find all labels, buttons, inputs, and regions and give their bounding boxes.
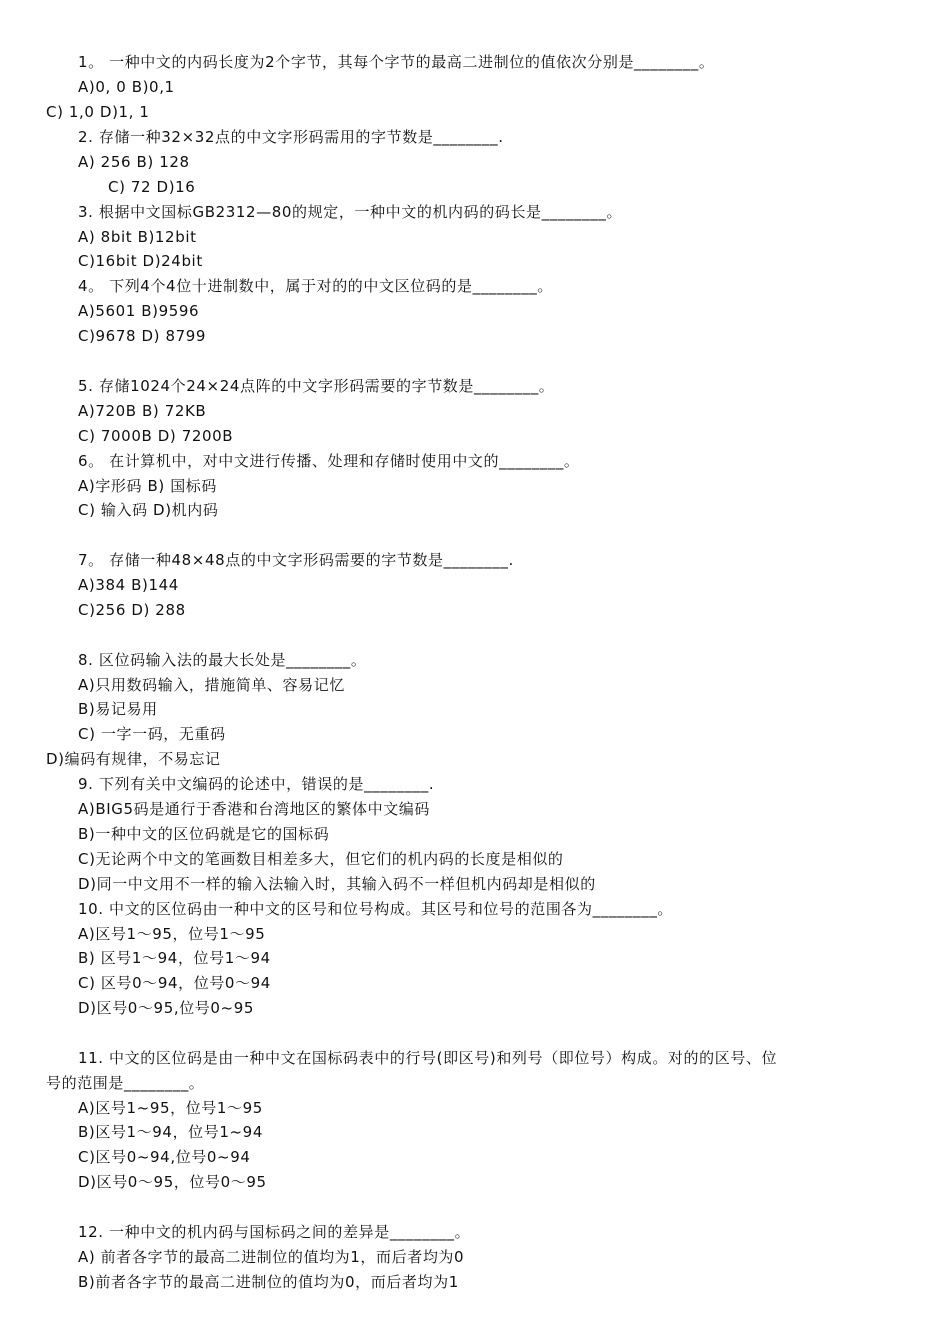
question-7-stem: 7。 存储一种48×48点的中文字形码需要的字节数是________. bbox=[78, 551, 514, 569]
question-3-options-cd: C)16bit D)24bit bbox=[78, 252, 203, 270]
question-10-stem: 10. 中文的区位码由一种中文的区号和位号构成。其区号和位号的范围各为________。 bbox=[78, 900, 674, 918]
question-8-option-c: C) 一字一码，无重码 bbox=[78, 725, 226, 743]
question-7-options-cd: C)256 D) 288 bbox=[78, 601, 186, 619]
question-6-options-cd: C) 输入码 D)机内码 bbox=[78, 501, 219, 519]
question-1-options-ab: A)0, 0 B)0,1 bbox=[78, 78, 175, 96]
question-9-option-d: D)同一中文用不一样的输入法输入时，其输入码不一样但机内码却是相似的 bbox=[78, 875, 596, 893]
question-9-option-b: B)一种中文的区位码就是它的国标码 bbox=[78, 825, 330, 843]
question-10-option-b: B) 区号1～94，位号1～94 bbox=[78, 949, 271, 967]
question-5-options-cd: C) 7000B D) 7200B bbox=[78, 427, 234, 445]
question-2-stem: 2. 存储一种32×32点的中文字形码需用的字节数是________. bbox=[78, 128, 504, 146]
question-8-option-a: A)只用数码输入，措施简单、容易记忆 bbox=[78, 676, 345, 694]
question-4-options-cd: C)9678 D) 8799 bbox=[78, 327, 207, 345]
question-1-options-cd: C) 1,0 D)1, 1 bbox=[46, 103, 150, 121]
question-12-option-b: B)前者各字节的最高二进制位的值均为0，而后者均为1 bbox=[78, 1273, 459, 1291]
question-6-options-ab: A)字形码 B) 国标码 bbox=[78, 477, 217, 495]
question-1-stem: 1。 一种中文的内码长度为2个字节，其每个字节的最高二进制位的值依次分别是________。 bbox=[78, 53, 715, 71]
question-10-option-a: A)区号1～95，位号1～95 bbox=[78, 925, 266, 943]
question-11-option-d: D)区号0～95，位号0～95 bbox=[78, 1173, 267, 1191]
question-2-options-cd: C) 72 D)16 bbox=[108, 178, 196, 196]
question-8-option-d: D)编码有规律，不易忘记 bbox=[46, 750, 221, 768]
question-9-stem: 9. 下列有关中文编码的论述中，错误的是________. bbox=[78, 775, 435, 793]
question-11-option-c: C)区号0~94,位号0~94 bbox=[78, 1148, 251, 1166]
question-3-options-ab: A) 8bit B)12bit bbox=[78, 228, 197, 246]
question-4-stem: 4。 下列4个4位十进制数中，属于对的的中文区位码的是________。 bbox=[78, 277, 554, 295]
question-4-options-ab: A)5601 B)9596 bbox=[78, 302, 200, 320]
question-10-option-d: D)区号0～95,位号0~95 bbox=[78, 999, 254, 1017]
question-12-stem: 12. 一种中文的机内码与国标码之间的差异是________。 bbox=[78, 1223, 471, 1241]
question-2-options-ab: A) 256 B) 128 bbox=[78, 153, 190, 171]
question-7-options-ab: A)384 B)144 bbox=[78, 576, 179, 594]
question-5-options-ab: A)720B B) 72KB bbox=[78, 402, 207, 420]
question-11-option-a: A)区号1~95，位号1～95 bbox=[78, 1099, 263, 1117]
question-3-stem: 3. 根据中文国标GB2312—80的规定，一种中文的机内码的码长是________。 bbox=[78, 203, 623, 221]
question-11-option-b: B)区号1～94，位号1~94 bbox=[78, 1123, 263, 1141]
question-9-option-c: C)无论两个中文的笔画数目相差多大，但它们的机内码的长度是相似的 bbox=[78, 850, 564, 868]
question-9-option-a: A)BIG5码是通行于香港和台湾地区的繁体中文编码 bbox=[78, 800, 430, 818]
question-8-stem: 8. 区位码输入法的最大长处是________。 bbox=[78, 651, 367, 669]
question-11-stem: 11. 中文的区位码是由一种中文在国标码表中的行号(即区号)和列号（即位号）构成。对的的区号、位 bbox=[78, 1049, 778, 1067]
question-8-option-b: B)易记易用 bbox=[78, 700, 158, 718]
question-12-option-a: A) 前者各字节的最高二进制位的值均为1，而后者均为0 bbox=[78, 1248, 465, 1266]
question-6-stem: 6。 在计算机中，对中文进行传播、处理和存储时使用中文的________。 bbox=[78, 452, 580, 470]
question-5-stem: 5. 存储1024个24×24点阵的中文字形码需要的字节数是________。 bbox=[78, 377, 555, 395]
question-11-stem-continued: 号的范围是________。 bbox=[46, 1074, 205, 1092]
question-10-option-c: C) 区号0～94，位号0～94 bbox=[78, 974, 271, 992]
